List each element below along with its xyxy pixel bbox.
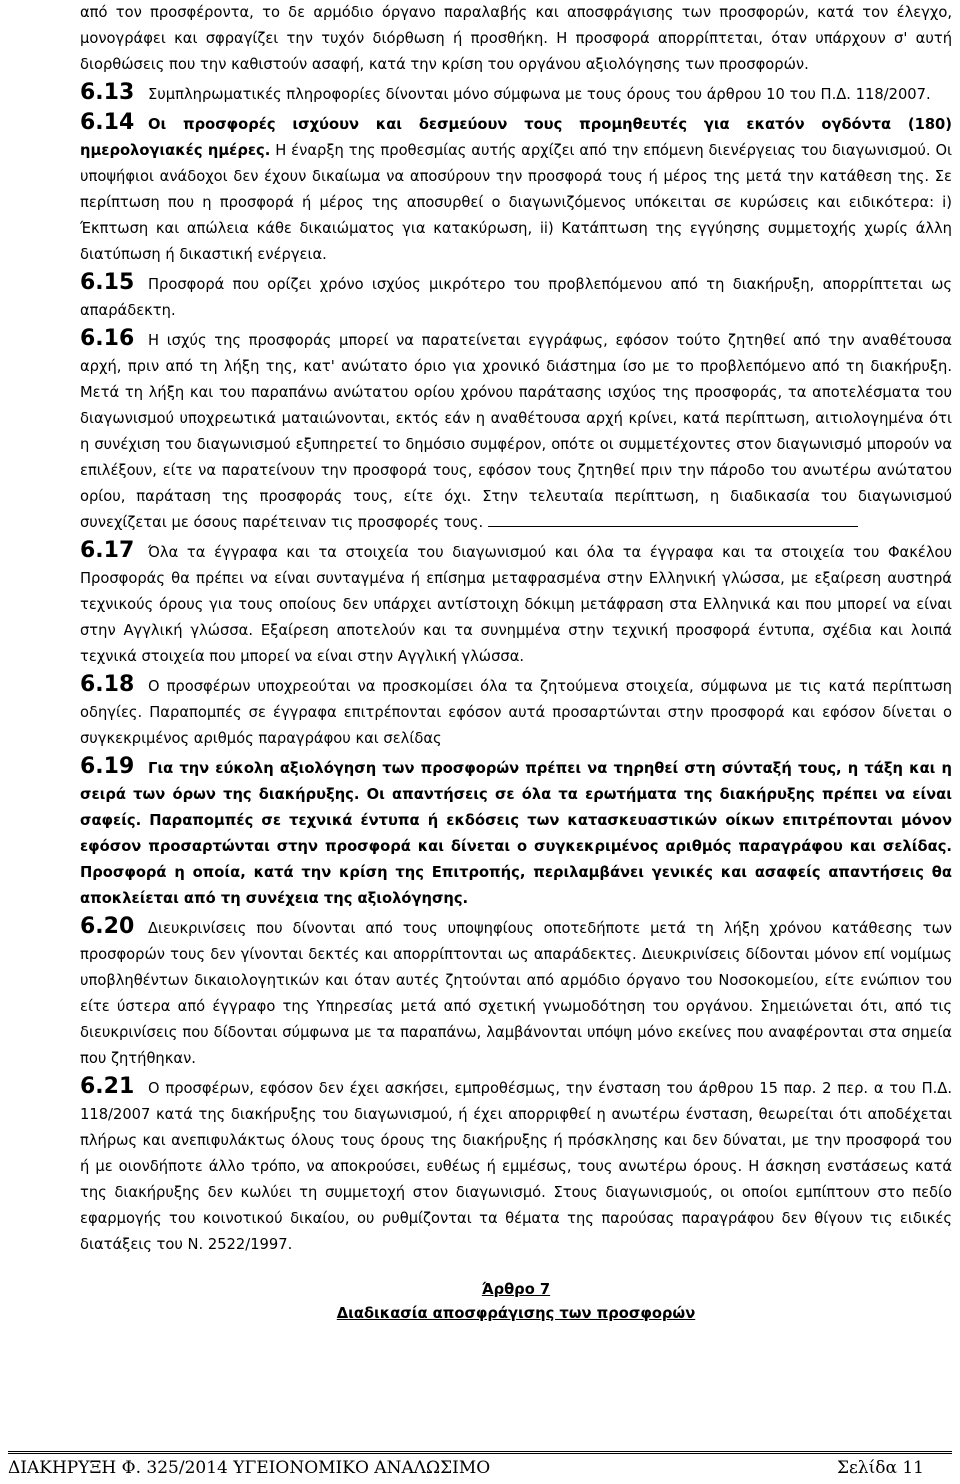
section-6-14 (80, 110, 952, 268)
section-text: Ο προσφέρων υποχρεούται να προσκομίσει όλα τα ζητούμενα στοιχεία, σύμφωνα με τις κατά περίπτωση οδηγίες. Παραπομπές σε έγγραφα επιτρέπονται εφόσον αυτά προσαρτώνται στην προσφορά και εφόσον δίνεται ο συγκεκριμένος αριθμός παραγράφου και σελίδας (80, 678, 952, 747)
section-text: Η ισχύς της προσφοράς μπορεί να παρατείνεται εγγράφως, εφόσον τούτο ζητηθεί από την αναθέτουσα αρχή, πριν από τη λήξη της, κατ' ανώτατο όριο για χρονικό διάστημα ίσο με το προβλεπόμενο από τη διακήρυξη. Μετά τη λήξη και του παραπάνω ανώτατου ορίου χρόνου παράτασης ισχύος της προσφοράς, τα αποτελέσματα του διαγωνισμού υποχρεωτικά ματαιώνονται, εκτός εάν η αναθέτουσα αρχή κρίνει, κατά περίπτωση, αιτιολογημένα ότι η συνέχιση του διαγωνισμού εξυπηρετεί το δημόσιο συμφέρον, οπότε οι συμμετέχοντες στον διαγωνισμό μπορούν να επιλέξουν, είτε να παρατείνουν την προσφορά τους, εφόσον τους ζητηθεί πριν την πάροδο του ανωτέρω ανώτατου ορίου, παράταση της προσφοράς τους, είτε όχι. Στην τελευταία περίπτωση, η διαδικασία του διαγωνισμού συνεχίζεται με όσους παρέτειναν τις προσφορές τους. (80, 332, 952, 531)
section-text: Όλα τα έγγραφα και τα στοιχεία του διαγωνισμού και όλα τα έγγραφα και τα στοιχεία του Φακέλου Προσφοράς θα πρέπει να είναι συνταγμένα ή επίσημα μεταφρασμένα στην Ελληνική γλώσσα, με εξαίρεση αυστηρά τεχνικούς όρους για τους οποίους δεν υπάρχει αντίστοιχη δόκιμη μετάφραση στα Ελληνικά και που μπορεί να είναι στην Αγγλική γλώσσα. Εξαίρεση αποτελούν και τα συνημμένα στην τεχνική προσφορά έντυπα, σχέδια και λοιπά τεχνικά στοιχεία που μπορεί να είναι στην Αγγλική γλώσσα. (80, 544, 952, 665)
footer-document-title: ΔΙΑΚΗΡΥΞΗ Φ. 325/2014 ΥΓΕΙΟΝΟΜΙΚΟ ΑΝΑΛΩΣΙΜΟ (8, 1458, 491, 1478)
section-text: Η έναρξη της προθεσμίας αυτής αρχίζει από την επόμενη διενέργειας του διαγωνισμού. Οι υποψήφιοι ανάδοχοι δεν έχουν δικαίωμα να αποσύρουν την προσφορά τους ή μέρος της μετά την κατάθεση της. Σε περίπτωση που η προσφορά ή μέρος της αποσυρθεί ο διαγωνιζόμενος υπόκειται σε κυρώσεις και ειδικότερα: i) Έκπτωση και απώλεια κάθε δικαιώματος για κατακύρωση, ii) Κατάπτωση της εγγύησης συμμετοχής χωρίς άλλη διατύπωση ή δικαστική ενέργεια. (80, 142, 952, 263)
section-6-13 (80, 80, 952, 108)
footer-divider (8, 1451, 952, 1454)
section-number: 6.18 (80, 672, 135, 697)
section-number: 6.15 (80, 270, 135, 295)
section-text: Προσφορά που ορίζει χρόνο ισχύος μικρότερο του προβλεπόμενου από τη διακήρυξη, απορρίπτεται ως απαράδεκτη. (80, 276, 952, 319)
section-6-20 (80, 914, 952, 1072)
section-text: Ο προσφέρων, εφόσον δεν έχει ασκήσει, εμπροθέσμως, την ένσταση του άρθρου 15 παρ. 2 περ. α του Π.Δ. 118/2007 κατά της διακήρυξης του διαγωνισμού, ή έχει απορριφθεί η ανωτέρω ένσταση, θεωρείται ότι αποδέχεται πλήρως και ανεπιφυλάκτως όλους τους όρους της διακήρυξης ή πρόσκλησης και δεν δύναται, με την προσφορά του ή με οιονδήποτε άλλο τρόπο, να αποκρούσει, ευθέως ή εμμέσως, τους ανωτέρω όρους. Η άσκηση ενστάσεως κατά της διακήρυξης δεν κωλύει τη συμμετοχή στον διαγωνισμό. Στους διαγωνισμούς, οι οποίοι εμπίπτουν στο πεδίο εφαρμογής του κοινοτικού δικαίου, ου ρυθμίζονται τα θέματα της παρούσας παραγράφου δεν θίγουν τις ειδικές διατάξεις του Ν. 2522/1997. (80, 1080, 952, 1253)
blank-underline (488, 512, 858, 527)
section-number: 6.17 (80, 538, 135, 563)
section-bold-text: Οι προσφορές ισχύουν και δεσμεύουν τους προμηθευτές για εκατόν ογδόντα (180) ημερολογιακές ημέρες. (80, 116, 952, 159)
section-bold-text: Για την εύκολη αξιολόγηση των προσφορών πρέπει να τηρηθεί στη σύνταξή τους, η τάξη και η σειρά των όρων της διακήρυξης. Οι απαντήσεις σε όλα τα ερωτήματα της διακήρυξης πρέπει να είναι σαφείς. Παραπομπές σε τεχνικά έντυπα ή εκδόσεις των κατασκευαστικών οίκων επιτρέπονται μόνον εφόσον προσαρτώνται στην προσφορά και δίνεται ο συγκεκριμένος αριθμός παραγράφου και σελίδας. Προσφορά η οποία, κατά την κρίση της Επιτροπής, περιλαμβάνει γενικές και ασαφείς απαντήσεις θα αποκλείεται από τη συνέχεια της αξιολόγησης. (80, 760, 952, 907)
intro-paragraph: από τον προσφέροντα, το δε αρμόδιο όργανο παραλαβής και αποσφράγισης των προσφορών, κατά τον έλεγχο, μονογράφει και σφραγίζει την τυχόν διόρθωση ή προσθήκη. Η προσφορά απορρίπτεται, όταν υπάρχουν σ' αυτή διορθώσεις που την καθιστούν ασαφή, κατά την κρίση του οργάνου αξιολόγησης των προσφορών. (80, 4, 952, 73)
footer-page-number: Σελίδα 11 (836, 1458, 924, 1478)
section-number: 6.14 (80, 110, 135, 135)
section-6-17 (80, 538, 952, 670)
article-heading (80, 1278, 952, 1326)
section-number: 6.19 (80, 754, 135, 779)
section-text: Συμπληρωματικές πληροφορίες δίνονται μόνο σύμφωνα με τους όρους του άρθρου 10 του Π.Δ. 118/2007. (148, 86, 931, 103)
article-number: Άρθρο 7 (481, 1281, 551, 1298)
section-number: 6.16 (80, 326, 135, 351)
section-6-15 (80, 270, 952, 324)
section-text: Διευκρινίσεις που δίνονται από τους υποψηφίους οποτεδήποτε μετά τη λήξη χρόνου κατάθεσης των προσφορών τους δεν γίνονται δεκτές και απορρίπτονται ως απαράδεκτες. Διευκρινίσεις δίδονται μόνον επί νομίμως υποβληθέντων δικαιολογητικών και όταν αυτές ζητούνται από αρμόδιο όργανο του Νοσοκομείου, είτε ενώπιον του είτε ύστερα από έγγραφο της Υπηρεσίας μετά από σχετική γνωμοδότηση του οργάνου. Σημειώνεται ότι, από τις διευκρινίσεις που δίδονται σύμφωνα με τα παραπάνω, λαμβάνονται υπόψη μόνο εκείνες που αναφέρονται στα σημεία που ζητήθηκαν. (80, 920, 952, 1067)
section-number: 6.21 (80, 1074, 135, 1099)
section-6-18 (80, 672, 952, 752)
section-number: 6.20 (80, 914, 135, 939)
section-number: 6.13 (80, 80, 135, 105)
article-title: Διαδικασία αποσφράγισης των προσφορών (336, 1305, 696, 1322)
section-6-21 (80, 1074, 952, 1258)
section-6-19 (80, 754, 952, 912)
document-page (80, 0, 952, 1326)
section-6-16 (80, 326, 952, 536)
